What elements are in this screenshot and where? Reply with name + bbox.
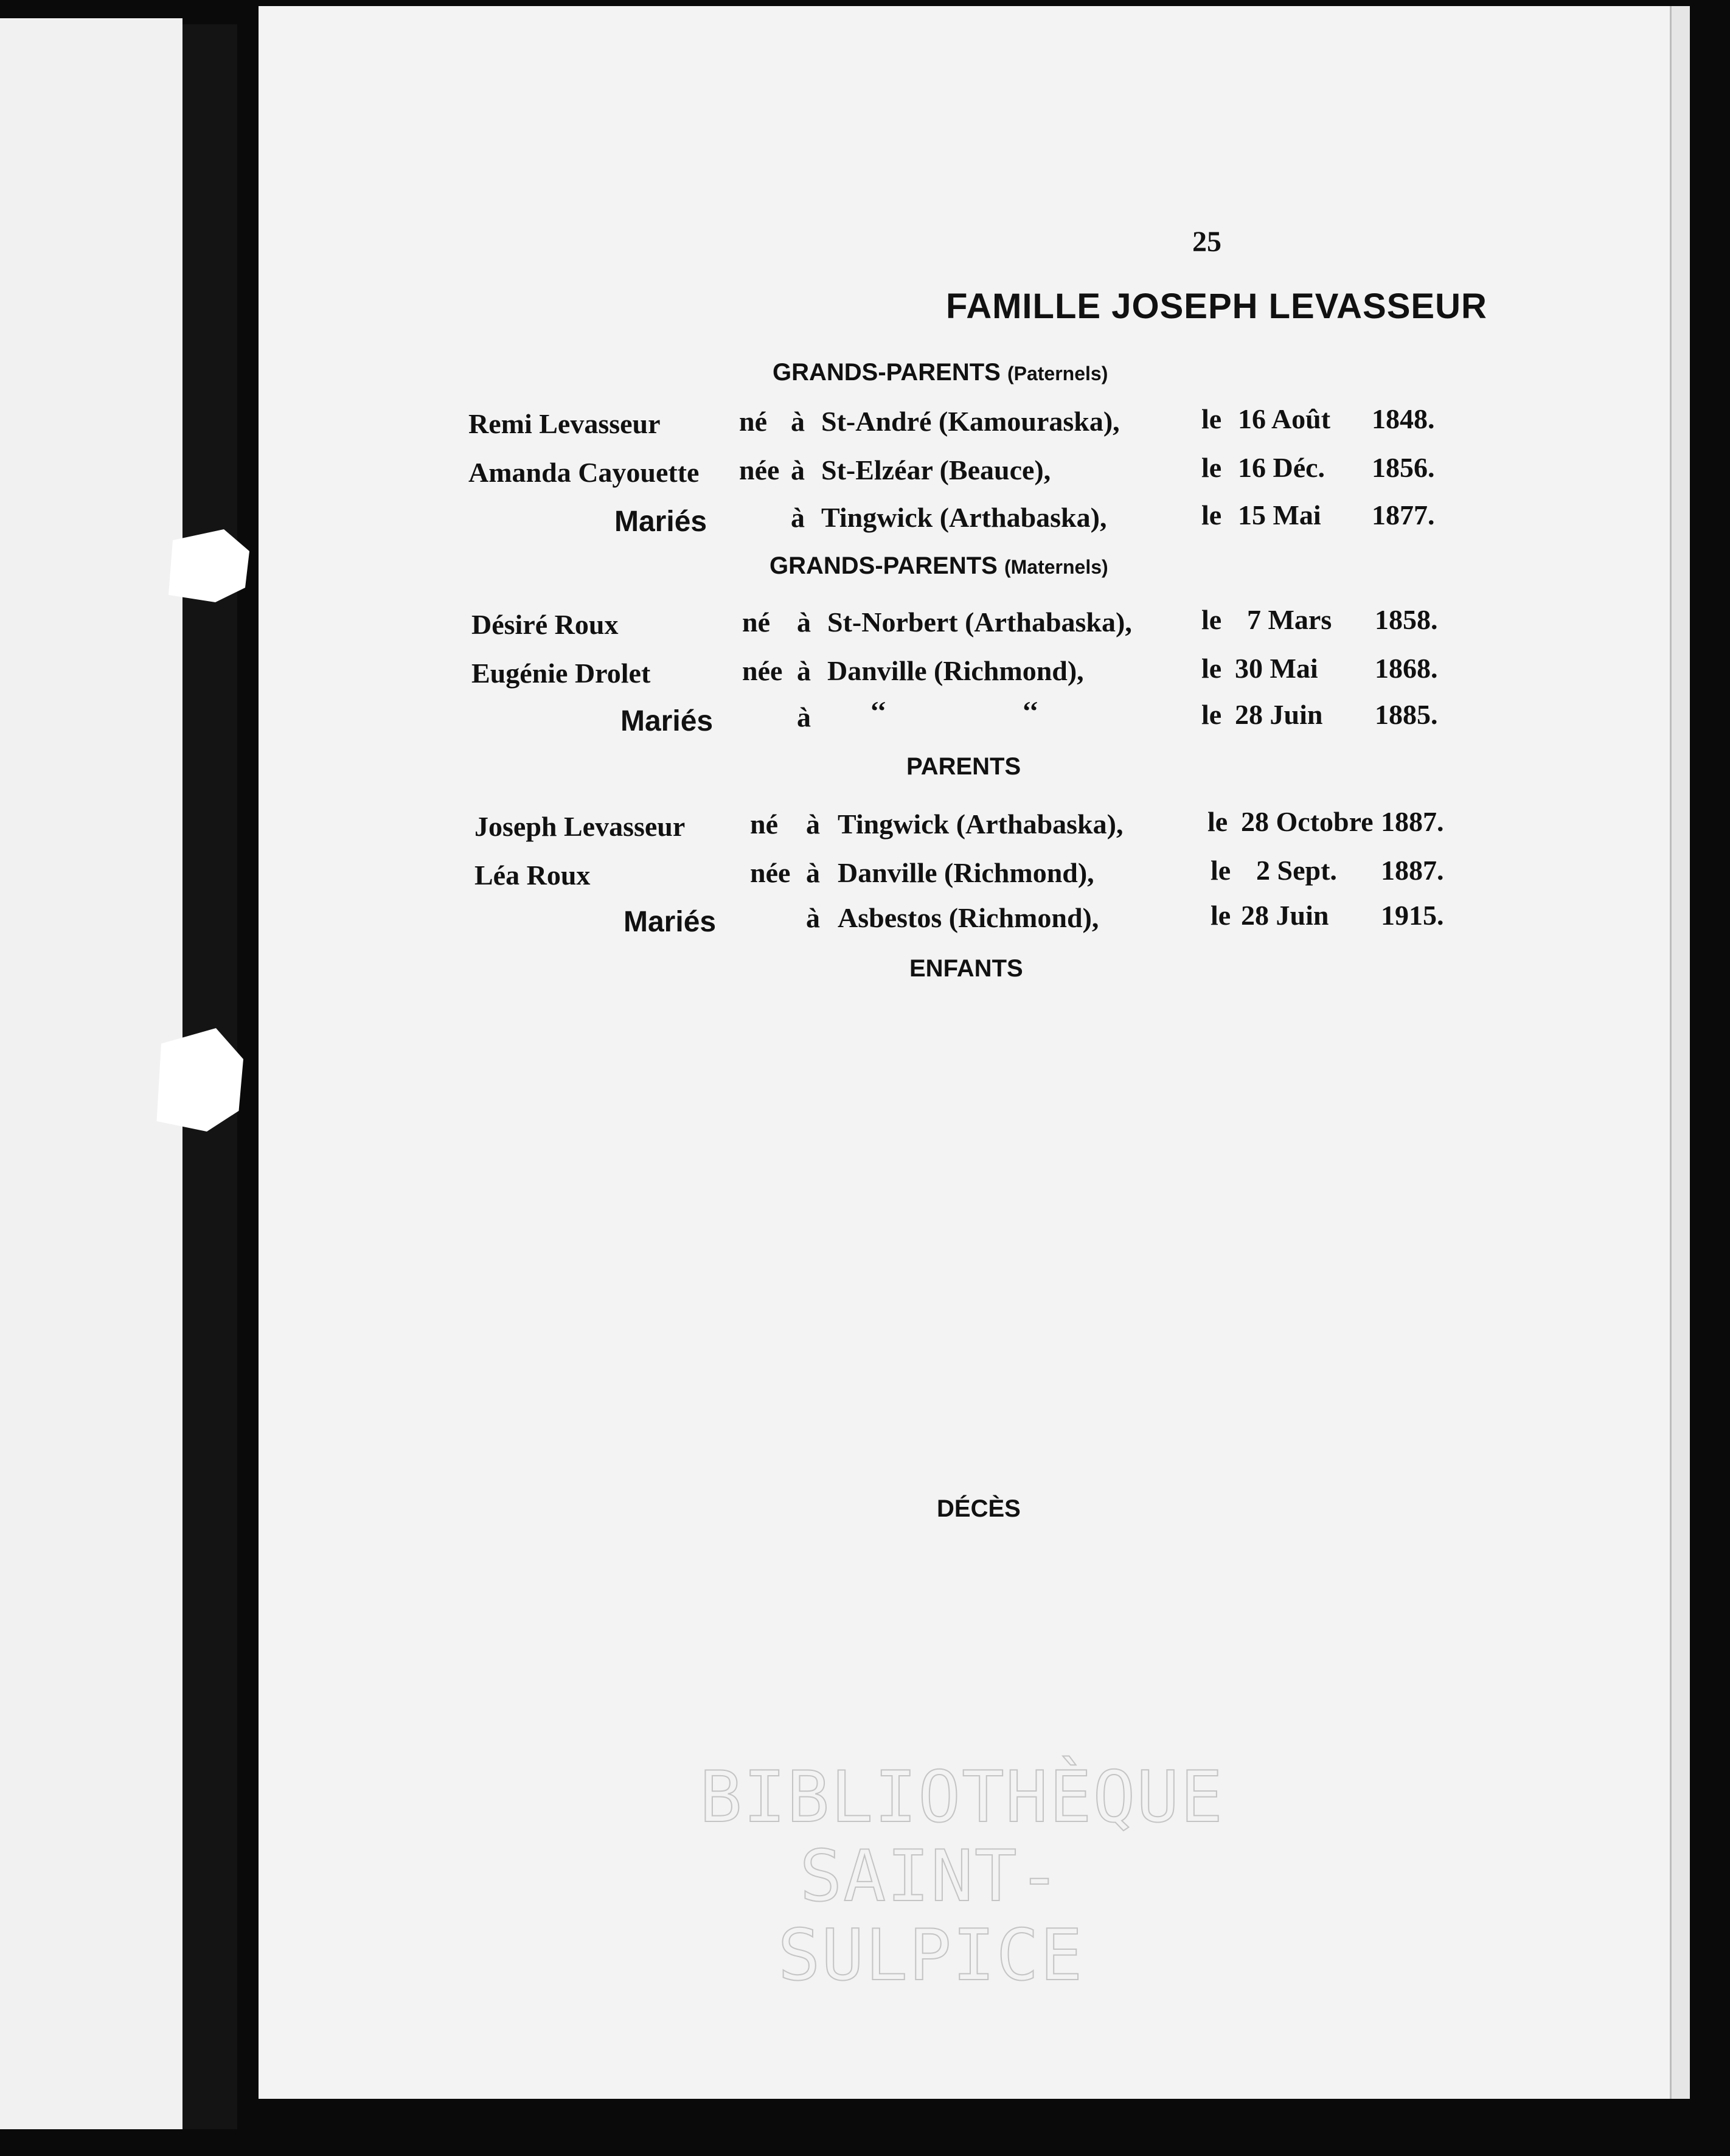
entry-prep: à bbox=[791, 406, 805, 437]
entry-le: le bbox=[1201, 653, 1222, 684]
entry-date: 16 Août bbox=[1238, 403, 1331, 434]
entry-born: née bbox=[750, 857, 791, 888]
entry-year: 1858. bbox=[1375, 604, 1438, 635]
entry-year: 1887. bbox=[1381, 855, 1444, 886]
entry-name: Remi Levasseur bbox=[468, 408, 661, 439]
entry-year: 1868. bbox=[1375, 653, 1438, 684]
section-heading-parents: PARENTS bbox=[906, 753, 1021, 780]
married-le: le bbox=[1201, 699, 1222, 730]
entry-place: Tingwick (Arthabaska), bbox=[838, 809, 1124, 840]
entry-born: né bbox=[742, 607, 770, 638]
library-stamp bbox=[700, 1756, 1225, 1997]
entry-place: St-Elzéar (Beauce), bbox=[821, 454, 1051, 485]
entry-prep: à bbox=[797, 655, 811, 686]
page-right-edge bbox=[1670, 6, 1690, 2099]
married-label: Mariés bbox=[620, 705, 714, 737]
entry-place: Danville (Richmond), bbox=[827, 655, 1084, 686]
married-year: 1915. bbox=[1381, 900, 1444, 931]
entry-year: 1856. bbox=[1372, 452, 1435, 483]
married-label: Mariés bbox=[624, 906, 717, 938]
married-date: 15 Mai bbox=[1238, 499, 1321, 530]
entry-prep: à bbox=[791, 454, 805, 485]
stamp-line-2: SAINT-SULPICE bbox=[777, 1835, 1084, 1997]
ditto-mark: ‘‘ bbox=[1022, 695, 1039, 726]
married-le: le bbox=[1211, 900, 1231, 931]
page-number: 25 bbox=[1192, 226, 1221, 258]
left-page-fragment bbox=[0, 18, 182, 2129]
entry-prep: à bbox=[806, 809, 820, 840]
entry-name: Eugénie Drolet bbox=[471, 658, 651, 689]
married-prep: à bbox=[806, 902, 820, 933]
ditto-mark: ‘‘ bbox=[870, 695, 887, 726]
married-year: 1877. bbox=[1372, 499, 1435, 530]
section-heading-deces: DÉCÈS bbox=[937, 1495, 1021, 1522]
section-heading-paternels: GRANDS-PARENTS (Paternels) bbox=[773, 359, 1108, 386]
entry-le: le bbox=[1201, 403, 1222, 434]
married-prep: à bbox=[791, 502, 805, 533]
entry-le: le bbox=[1201, 604, 1222, 635]
entry-name: Désiré Roux bbox=[471, 609, 619, 640]
page-title: FAMILLE JOSEPH LEVASSEUR bbox=[946, 287, 1487, 326]
section-heading-maternels: GRANDS-PARENTS (Maternels) bbox=[769, 552, 1108, 579]
entry-place: St-Norbert (Arthabaska), bbox=[827, 607, 1132, 638]
entry-year: 1887. bbox=[1381, 806, 1444, 837]
entry-born: née bbox=[739, 454, 780, 485]
paper-tab bbox=[164, 529, 249, 602]
married-prep: à bbox=[797, 701, 811, 732]
section-heading-enfants: ENFANTS bbox=[909, 955, 1023, 982]
entry-date: 28 Octobre bbox=[1241, 806, 1374, 837]
entry-prep: à bbox=[806, 857, 820, 888]
stamp-line-1: BIBLIOTHÈQUE bbox=[700, 1756, 1225, 1838]
entry-born: née bbox=[742, 655, 783, 686]
entry-le: le bbox=[1207, 806, 1228, 837]
entry-name: Joseph Levasseur bbox=[474, 811, 686, 842]
married-place: Asbestos (Richmond), bbox=[838, 902, 1099, 933]
married-le: le bbox=[1201, 499, 1222, 530]
entry-date: 2 Sept. bbox=[1256, 855, 1337, 886]
entry-date: 30 Mai bbox=[1235, 653, 1318, 684]
entry-le: le bbox=[1201, 452, 1222, 483]
married-date: 28 Juin bbox=[1235, 699, 1323, 730]
paper-tab bbox=[152, 1028, 243, 1132]
entry-date: 16 Déc. bbox=[1238, 452, 1325, 483]
entry-date: 7 Mars bbox=[1247, 604, 1332, 635]
entry-born: né bbox=[750, 809, 778, 840]
married-place: Tingwick (Arthabaska), bbox=[821, 502, 1107, 533]
married-year: 1885. bbox=[1375, 699, 1438, 730]
married-date: 28 Juin bbox=[1241, 900, 1329, 931]
entry-place: Danville (Richmond), bbox=[838, 857, 1094, 888]
entry-year: 1848. bbox=[1372, 403, 1435, 434]
entry-le: le bbox=[1211, 855, 1231, 886]
document-page bbox=[259, 6, 1670, 2099]
entry-name: Léa Roux bbox=[474, 860, 591, 891]
entry-name: Amanda Cayouette bbox=[468, 457, 700, 488]
entry-born: né bbox=[739, 406, 767, 437]
entry-prep: à bbox=[797, 607, 811, 638]
entry-place: St-André (Kamouraska), bbox=[821, 406, 1120, 437]
married-label: Mariés bbox=[614, 506, 707, 538]
